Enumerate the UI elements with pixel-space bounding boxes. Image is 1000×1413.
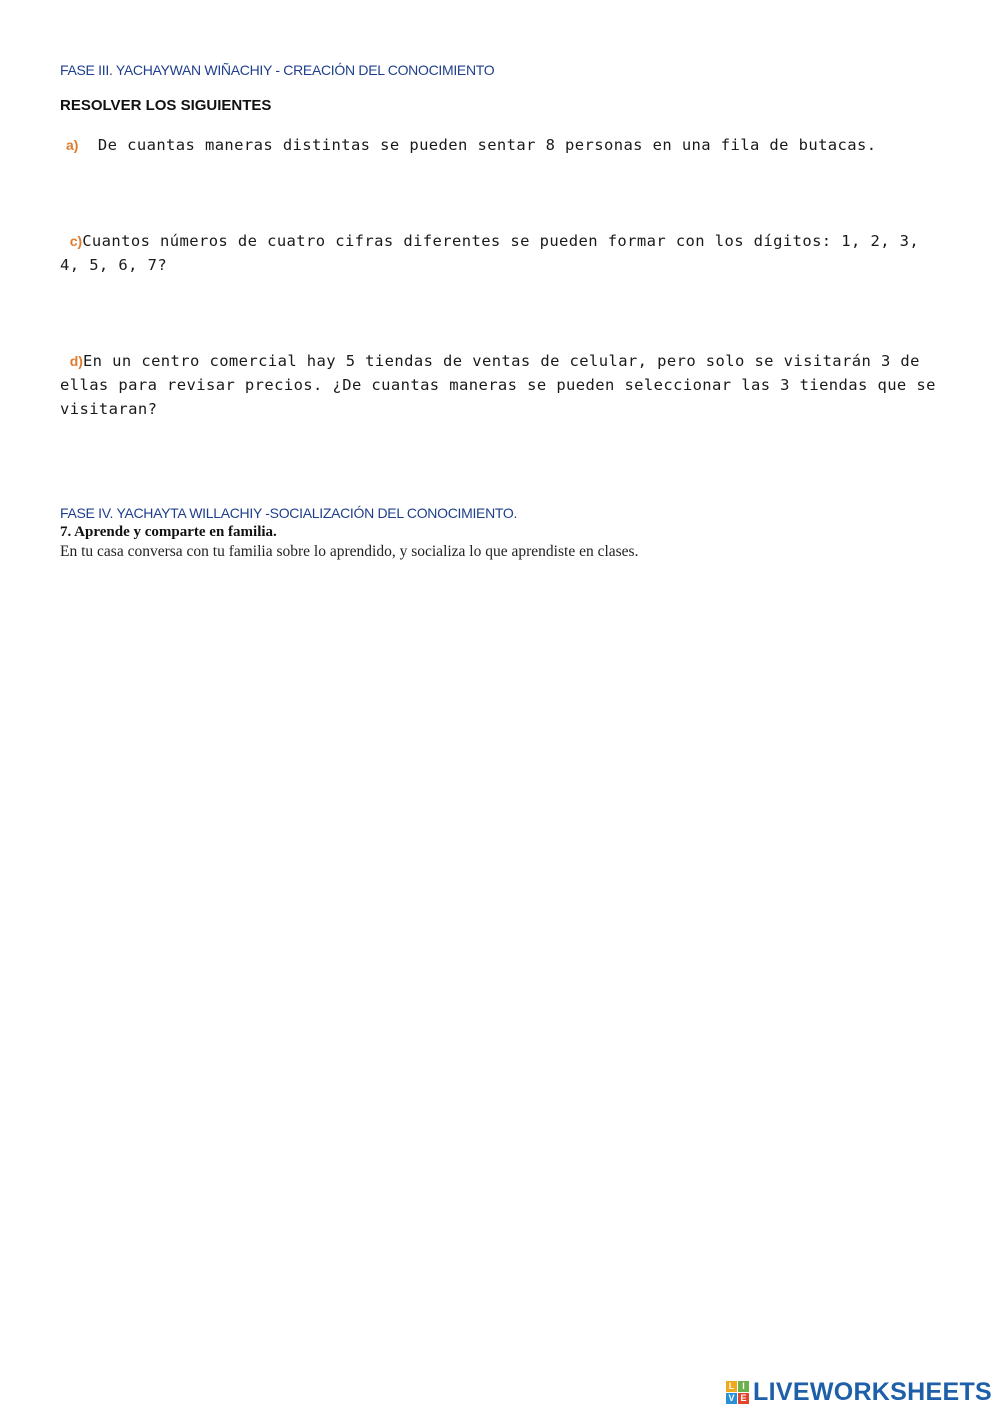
question-text: En un centro comercial hay 5 tiendas de ventas de celular, pero solo se visitarán 3 de ellas para revisar precios. ¿De cuantas maneras se pueden seleccionar las 3 tiendas que se visitaran?	[60, 352, 936, 418]
section-subtitle: RESOLVER LOS SIGUIENTES	[60, 97, 272, 114]
question-a	[60, 133, 946, 157]
logo-tile: I	[738, 1381, 749, 1392]
question-marker: d)	[69, 353, 83, 369]
logo-text: LIVEWORKSHEETS	[753, 1378, 992, 1406]
liveworksheets-logo	[726, 1378, 992, 1407]
question-text: De cuantas maneras distintas se pueden sentar 8 personas en una fila de butacas.	[97, 136, 877, 154]
logo-mark-icon	[726, 1381, 749, 1404]
logo-tile: L	[726, 1381, 737, 1392]
question-marker: c)	[69, 233, 83, 249]
phase-4-title: FASE IV. YACHAYTA WILLACHIY -SOCIALIZACIÓN DEL CONOCIMIENTO.	[60, 505, 518, 521]
question-c	[60, 229, 940, 277]
phase-3-title: FASE III. YACHAYWAN WIÑACHIY - CREACIÓN DEL CONOCIMIENTO	[60, 62, 495, 78]
question-text: Cuantos números de cuatro cifras diferentes se pueden formar con los dígitos: 1, 2, 3, 4, 5, 6, 7?	[60, 232, 920, 274]
activity-text: En tu casa conversa con tu familia sobre lo aprendido, y socializa lo que aprendiste en clases.	[60, 543, 639, 560]
question-d	[60, 349, 940, 421]
question-marker: a)	[66, 137, 79, 153]
activity-heading: 7. Aprende y comparte en familia.	[60, 524, 277, 540]
logo-tile: V	[726, 1393, 737, 1404]
logo-tile: E	[738, 1393, 749, 1404]
